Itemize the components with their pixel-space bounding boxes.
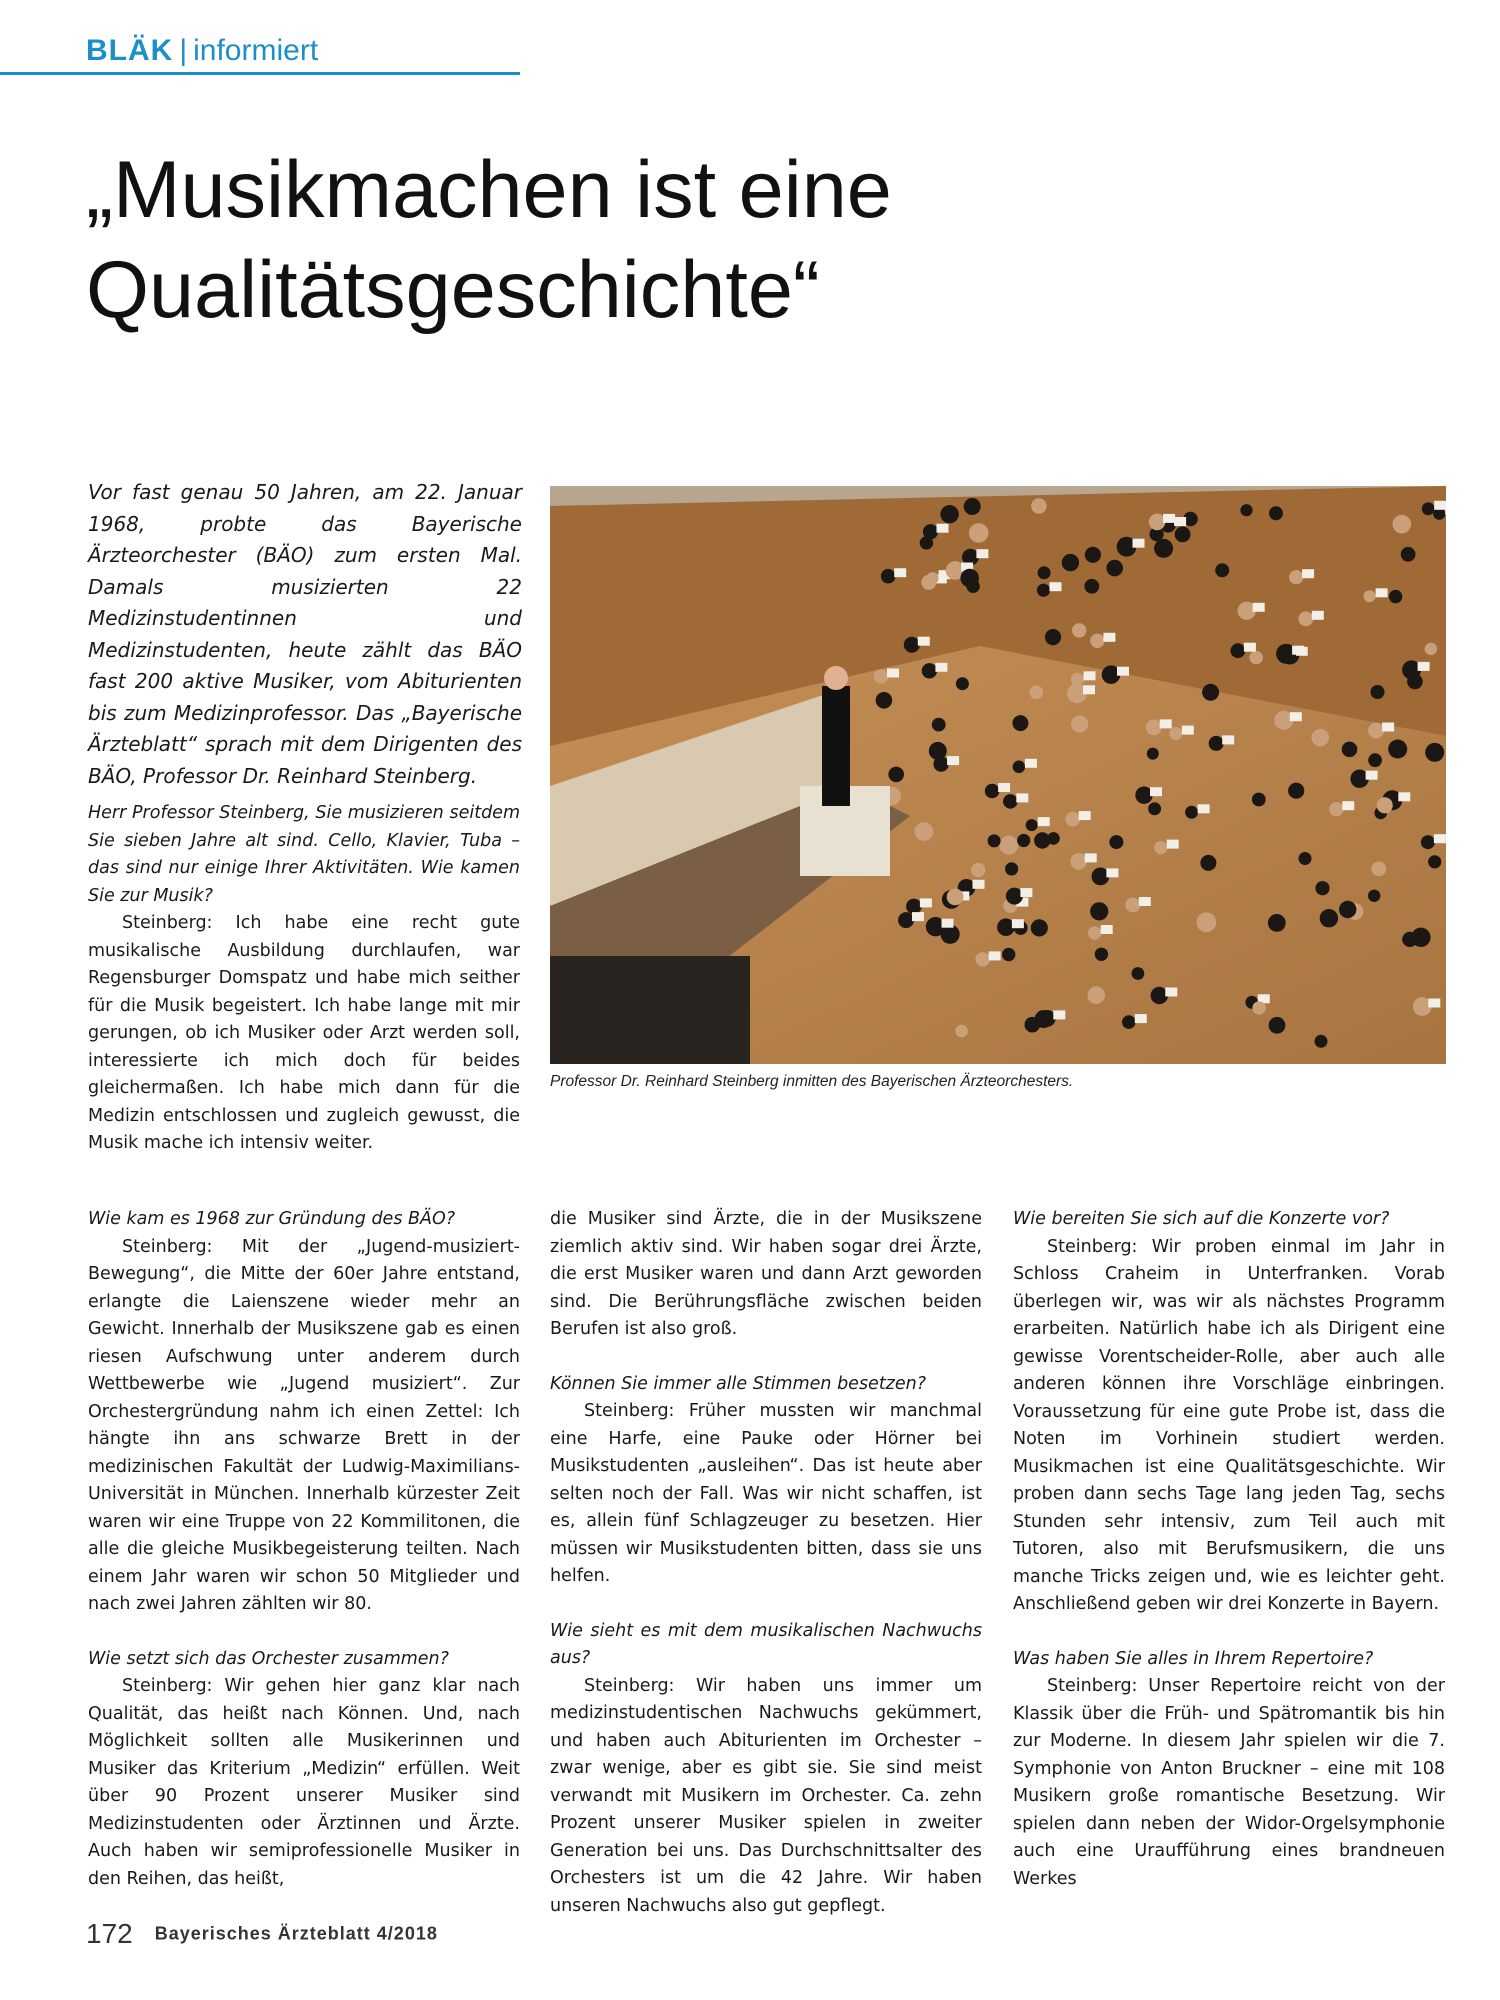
article-title [86,140,1186,340]
question-1: Herr Professor Steinberg, Sie musizieren seitdem Sie sieben Jahre alt sind. Cello, Klavier, Tuba – das sind nur einige Ihrer Aktivitäten. Wie kamen Sie zur Musik? [88,803,520,906]
musician-figure [955,1025,968,1038]
music-stand-sheet [1083,685,1095,694]
musician-figure [1072,623,1086,637]
musician-figure [888,767,904,783]
musician-figure [1312,729,1330,747]
publication-name: Bayerisches Ärzteblatt 4/2018 [154,1923,438,1944]
music-stand-sheet [1366,771,1378,780]
answer-7: Steinberg: Unser Repertoire reicht von der Klassik über die Früh- und Spätromantik bis hin zur Moderne. In diesem Jahr spielen wir die 7. Symphonie von Anton Bruckner – eine mit 108 Musikern große romantische Besetzung. Wir spielen dann neben der Widor-Orgelsymphonie auch eine Uraufführung eines brandneuen Werkes [1013,1676,1445,1889]
musician-figure [874,669,889,684]
musician-figure [1025,1017,1041,1033]
music-stand-sheet [1101,925,1113,934]
musician-figure [1132,967,1145,980]
musician-figure [1175,527,1191,543]
music-stand-sheet [1084,671,1096,680]
music-stand-sheet [998,783,1010,792]
question-6: Wie bereiten Sie sich auf die Konzerte vor? [1013,1209,1390,1229]
music-stand-sheet [937,524,949,533]
musician-figure [1329,802,1343,816]
musician-figure [1371,862,1386,877]
musician-figure [975,952,989,966]
music-stand-sheet [1139,897,1151,906]
music-stand-sheet [1382,723,1394,732]
question-3: Wie setzt sich das Orchester zusammen? [88,1648,449,1669]
musician-figure [1269,506,1283,520]
question-4: Können Sie immer alle Stimmen besetzen? [550,1373,927,1394]
musician-figure [1038,566,1051,579]
musician-figure [1029,685,1043,699]
musician-figure [1070,853,1087,870]
musician-figure [922,663,937,678]
musician-figure [1368,723,1384,739]
music-stand-sheet [1428,999,1440,1008]
page-number: 172 [86,1918,133,1949]
article-intro: Vor fast genau 50 Jahren, am 22. Januar 1968, probte das Bayerische Ärzteorchester (BÄO) zum ersten Mal. Damals musizierten 22 Medizinstudentinnen und Medizinstudenten, heute zählt das BÄO fast 200 aktive Musiker, vom Abiturienten bis zum Medizinprofessor. Das „Bayerische Ärzteblatt“ sprach mit dem Dirigenten des BÄO, Professor Dr. Reinhard Steinberg. [88,480,522,788]
music-stand-sheet [1025,759,1037,768]
musician-figure [1252,793,1266,807]
musician-figure [932,718,946,732]
musician-figure [1031,498,1047,514]
musician-figure [1268,914,1286,932]
musician-figure [1388,740,1407,759]
musician-figure [927,572,939,584]
column-3 [1013,1206,1445,1893]
title-line-1: „Musikmachen ist eine [86,145,892,235]
music-stand-sheet [1376,588,1388,597]
musician-figure [1154,841,1167,854]
musician-figure [1252,1001,1265,1014]
musician-figure [960,569,979,588]
question-5: Wie sieht es mit dem musikalischen Nachwuchs aus? [550,1620,982,1668]
musician-figure [1085,547,1101,563]
musician-figure [1342,742,1358,758]
music-stand-sheet [1434,834,1446,843]
music-stand-sheet [1106,868,1118,877]
music-stand-sheet [1302,569,1314,578]
musician-figure [964,498,981,515]
musician-figure [898,912,914,928]
musician-figure [1425,643,1437,655]
title-line-2: Qualitätsgeschichte“ [86,245,820,335]
musician-figure [1425,743,1444,762]
musician-figure [876,692,893,709]
musician-figure [1017,834,1030,847]
music-stand-sheet [1020,888,1032,897]
music-stand-sheet [1053,1010,1065,1019]
music-stand-sheet [1174,517,1186,526]
musician-figure [1037,584,1050,597]
musician-figure [985,784,1000,799]
musician-figure [1071,715,1088,732]
musician-figure [1315,881,1329,895]
answer-3b: die Musiker sind Ärzte, die in der Musikszene ziemlich aktiv sind. Wir haben sogar drei Ärzte, die erst Musiker waren und dann Arzt geworden sind. Die Berührungsfläche zwischen beiden Berufen ist also groß. [550,1209,982,1339]
musician-figure [947,889,964,906]
musician-figure [956,677,969,690]
answer-2: Steinberg: Mit der „Jugend-musiziert-Bewegung“, die Mitte der 60er Jahre entstand, erlangte die Laienszene wieder mehr an Gewicht. Innerhalb der Musikszene gab es einen riesen Aufschwung unter anderem durch Wettbewerbe wie „Jugend musiziert“. Zur Orchestergründung nahm ich einen Zettel: Ich hängte ihn ans schwarze Brett in der medizinischen Fakultät der Ludwig-Maximilians-Universität in München. Innerhalb kürzester Zeit waren wir eine Truppe von 22 Kommilitonen, die alle die gleiche Musikbegeisterung teilten. Nach einem Jahr waren wir schon 50 Mitglieder und nach zwei Jahren zählten wir 80. [88,1236,520,1614]
musician-figure [1200,855,1216,871]
column-intro-answer [88,800,520,1158]
music-stand-sheet [1312,611,1324,620]
musician-figure [1045,629,1061,645]
music-stand-sheet [1135,1014,1147,1023]
musician-figure [929,742,947,760]
music-stand-sheet [1016,793,1028,802]
music-stand-sheet [1244,643,1256,652]
music-stand-sheet [1167,840,1179,849]
audience [550,956,750,1064]
musician-figure [904,637,920,653]
music-stand-sheet [1418,662,1430,671]
musician-figure [1146,720,1162,736]
musician-figure [969,523,989,543]
music-stand-sheet [1292,646,1304,655]
music-stand-sheet [918,637,930,646]
musician-figure [1231,643,1246,658]
musician-figure [1154,539,1173,558]
musician-figure [1088,926,1101,939]
music-stand-sheet [1133,539,1145,548]
musician-figure [1062,554,1079,571]
musician-figure [1034,832,1050,848]
musician-figure [1003,794,1018,809]
music-stand-sheet [1117,667,1129,676]
musician-figure [1095,948,1108,961]
answer-4: Steinberg: Früher mussten wir manchmal eine Harfe, eine Pauke oder Hörner bei Musikstudenten „ausleihen“. Das ist heute aber selten noch der Fall. Was wir nicht schaffen, ist es, allein fünf Schlagzeuger zu besetzen. Hier müssen wir Musikstudenten bitten, dass sie uns helfen. [550,1401,982,1586]
musician-figure [1197,912,1217,932]
musician-figure [1084,579,1099,594]
question-2: Wie kam es 1968 zur Gründung des BÄO? [88,1209,456,1229]
musician-figure [999,836,1018,855]
music-stand-sheet [1398,792,1410,801]
music-stand-sheet [1085,853,1097,862]
music-stand-sheet [973,880,985,889]
orchestra-photo [550,486,1446,1064]
musician-figure [971,863,985,877]
musician-figure [1125,898,1140,913]
musician-figure [1202,684,1219,701]
musician-figure [1428,855,1441,868]
musician-figure [1006,888,1023,905]
column-1 [88,1206,520,1893]
musician-figure [1371,685,1385,699]
music-stand-sheet [1163,514,1175,523]
music-stand-sheet [942,919,954,928]
music-stand-sheet [887,669,899,678]
musician-figure [1240,504,1252,516]
music-stand-sheet [894,568,906,577]
musician-figure [1148,802,1161,815]
music-stand-sheet [1038,817,1050,826]
music-stand-sheet [1050,582,1062,591]
section-label: informiert [193,34,319,67]
music-stand-sheet [1198,804,1210,813]
music-stand-sheet [1012,919,1024,928]
music-stand-sheet [1434,501,1446,510]
music-stand-sheet [1079,811,1091,820]
music-stand-sheet [1160,719,1172,728]
music-stand-sheet [989,951,1001,960]
musician-figure [1289,570,1303,584]
music-stand-sheet [935,663,947,672]
musician-figure [1299,852,1312,865]
page-footer [86,1918,438,1950]
music-stand-sheet [1182,726,1194,735]
musician-figure [1109,835,1123,849]
musician-figure [1288,783,1304,799]
musician-figure [1215,563,1229,577]
musician-figure [1031,919,1048,936]
musician-figure [988,834,1001,847]
musician-figure [1012,715,1028,731]
musician-figure [1185,806,1198,819]
music-stand-sheet [1222,735,1234,744]
section-header [86,34,318,68]
header-separator: | [179,34,188,67]
musician-figure [1269,1017,1286,1034]
answer-6: Steinberg: Wir proben einmal im Jahr in Schloss Craheim in Unterfranken. Vorab überlegen wir, was wir als nächstes Programm erarbeiten. Natürlich habe ich als Dirigent eine gewisse Vorentscheider-Rolle, aber auch alle anderen können ihre Vorschläge einbringen. Voraussetzung für eine gute Probe ist, dass die Noten im Vorhinein studiert werden. Musikmachen ist eine Qualitätsgeschichte. Wir proben dann sechs Tage lang jeden Tag, sechs Stunden sehr intensiv, zum Teil auch mit Tutoren, also mit Berufsmusikern, die uns manche Tricks zeigen und, wie es leichter geht. Anschließend geben wir drei Konzerte in Bayern. [1013,1236,1445,1614]
answer-3a: Steinberg: Wir gehen hier ganz klar nach Qualität, das heißt nach Können. Und, nach Möglichkeit sollten alle Musikerinnen und Musiker das Kriterium „Medizin“ erfüllen. Weit über 90 Prozent unserer Musiker sind Medizinstudenten oder Ärztinnen und Ärzte. Auch haben wir semiprofessionelle Musiker in den Reihen, das heißt, [88,1676,520,1889]
answer-5: Steinberg: Wir haben uns immer um medizinstudentischen Nachwuchs gekümmert, und haben auch Abiturienten im Orchester – zwar wenige, aber es gibt sie. Sie sind meist verwandt mit Musikern im Orchester. Ca. zehn Prozent unserer Musiker spielen in zweiter Generation bei uns. Das Durchschnittsalter des Orchesters ist um die 42 Jahre. Wir haben unseren Nachwuchs also gut gepflegt. [550,1675,982,1916]
column-2 [550,1206,982,1920]
orchestra-image [550,486,1446,1064]
musician-figure [1169,727,1182,740]
musician-figure [1065,812,1080,827]
musician-figure [1411,928,1430,947]
musician-figure [906,899,922,915]
musician-figure [1368,890,1380,902]
music-stand-sheet [920,898,932,907]
conductor-head [824,666,848,690]
music-stand-sheet [976,549,988,558]
music-stand-sheet [1103,633,1115,642]
music-stand-sheet [1165,988,1177,997]
photo-caption: Professor Dr. Reinhard Steinberg inmitten des Bayerischen Ärzteorchesters. [550,1073,1074,1090]
musician-figure [1013,761,1026,774]
musician-figure [1026,819,1038,831]
musician-figure [1368,753,1382,767]
musician-figure [881,569,896,584]
musician-figure [1389,590,1402,603]
musician-figure [1298,611,1313,626]
musician-figure [1106,560,1123,577]
musician-figure [915,822,934,841]
musician-figure [1209,736,1224,751]
music-stand-sheet [912,912,924,921]
header-rule [0,72,520,75]
musician-figure [1377,797,1393,813]
musician-figure [1088,986,1106,1004]
musician-figure [1422,502,1435,515]
musician-figure [1339,901,1356,918]
musician-figure [1315,1035,1328,1048]
music-stand-sheet [1150,787,1162,796]
musician-figure [920,536,933,549]
musician-figure [1147,748,1159,760]
musician-figure [1320,909,1338,927]
musician-figure [1005,862,1018,875]
musician-figure [1401,547,1416,562]
music-stand-sheet [1342,801,1354,810]
musician-figure [1421,835,1435,849]
music-stand-sheet [947,756,959,765]
musician-figure [940,505,958,523]
musician-figure [1250,651,1263,664]
musician-figure [1090,634,1104,648]
musician-figure [1122,1015,1136,1029]
question-7: Was haben Sie alles in Ihrem Repertoire? [1013,1648,1374,1669]
music-stand-sheet [1253,603,1265,612]
musician-figure [1090,902,1108,920]
conductor [822,686,850,806]
musician-figure [1364,590,1376,602]
answer-1: Steinberg: Ich habe eine recht gute musikalische Ausbildung durchlaufen, war Regensburger Domspatz und habe mich seither für die Musik begeistert. Ich habe lange mit mir gerungen, ob ich Musiker oder Arzt werden soll, interessierte ich mich doch für beides gleichermaßen. Ich habe mich dann für die Medizin entschlossen und zugleich gewusst, die Musik mache ich intensiv weiter. [88,913,520,1153]
music-stand-sheet [1290,712,1302,721]
musician-figure [1393,515,1412,534]
brand-label: BLÄK [86,34,174,67]
musician-figure [1002,948,1015,961]
musician-figure [1149,514,1166,531]
